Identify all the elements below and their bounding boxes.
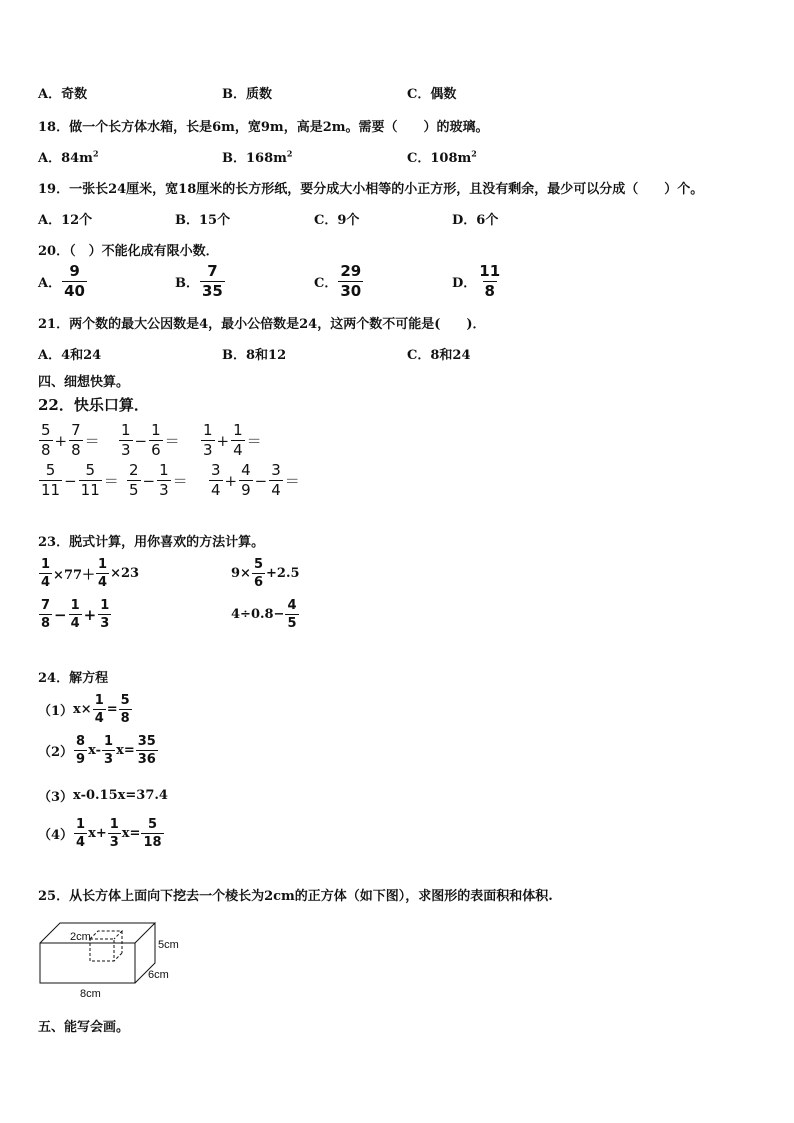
q20-stem: 20．（ ）不能化成有限小数． bbox=[38, 244, 219, 259]
q22-expr-6: $\frac{3}{4}$ + $\frac{4}{9}$ − $\frac{3}{4}$ ＝ bbox=[211, 461, 300, 499]
cube-hole bbox=[90, 931, 122, 961]
q18-option-c: C．$108m^2$ bbox=[407, 148, 477, 166]
cuboid-figure bbox=[30, 915, 200, 1005]
q24-part-2: （2） $\frac{8}{9}$ x- $\frac{1}{3}$ x= $\frac{35}{36}$ bbox=[38, 734, 156, 767]
q20-option-d: D． $\frac{11}{8}$ bbox=[452, 262, 501, 300]
q17-option-b: B．质数 bbox=[222, 87, 272, 102]
q22-expr-5: $\frac{2}{5}$ − $\frac{1}{3}$ ＝ bbox=[129, 461, 188, 499]
q19-option-b: B．15个 bbox=[175, 213, 231, 228]
q18-stem: 18．做一个长方体水箱，长是6m，宽9m，高是2m。需要（ ）的玻璃。 bbox=[38, 120, 489, 135]
q20-option-b: B． $\frac{7}{35}$ bbox=[175, 262, 223, 300]
q25-stem: 25．从长方体上面向下挖去一个棱长为2cm的正方体（如下图），求图形的表面积和体积. bbox=[38, 889, 553, 904]
q24-part-4: （4） $\frac{1}{4}$ x+ $\frac{1}{3}$ x= $\frac{5}{18}$ bbox=[38, 817, 162, 850]
q21-stem: 21．两个数的最大公因数是4，最小公倍数是24，这两个数不可能是( )． bbox=[38, 317, 486, 332]
q17-option-a: A．奇数 bbox=[38, 87, 88, 102]
q24-stem: 24．解方程 bbox=[38, 671, 109, 686]
q23-stem: 23．脱式计算，用你喜欢的方法计算。 bbox=[38, 535, 265, 550]
q21-option-b: B．8和12 bbox=[222, 348, 287, 363]
q20-option-c: C． $\frac{29}{30}$ bbox=[314, 262, 362, 300]
cuboid-top-face bbox=[40, 923, 155, 943]
q19-option-d: D．6个 bbox=[452, 213, 499, 228]
cuboid-front-face bbox=[40, 943, 135, 983]
section-4-heading: 四、细想快算。 bbox=[38, 375, 130, 390]
q22-expr-2: $\frac{1}{3}$ − $\frac{1}{6}$ ＝ bbox=[121, 421, 180, 459]
q23-expr-4: 4÷0.8− $\frac{4}{5}$ bbox=[231, 598, 297, 631]
section-5-heading: 五、能写会画。 bbox=[38, 1020, 130, 1035]
width-label: 6cm bbox=[148, 969, 169, 981]
cube-edge-label: 2cm bbox=[70, 931, 91, 943]
q19-stem: 19．一张长24厘米，宽18厘米的长方形纸，要分成大小相等的小正方形，且没有剩余，最少可以分成（ ）个。 bbox=[38, 182, 704, 197]
q24-part-3: （3） x-0.15x=37.4 bbox=[38, 788, 168, 805]
fraction: $\frac{9}{40}$ bbox=[64, 262, 85, 300]
q23-expr-2: 9× $\frac{5}{6}$ +2.5 bbox=[231, 557, 300, 590]
q23-expr-3: $\frac{7}{8}$ − $\frac{1}{4}$ + $\frac{1}{3}$ bbox=[41, 598, 110, 631]
length-label: 8cm bbox=[80, 988, 101, 1000]
fraction: $\frac{7}{35}$ bbox=[202, 262, 223, 300]
q18-option-b: B．$168m^2$ bbox=[222, 148, 293, 166]
q22-expr-4: $\frac{5}{11}$ − $\frac{5}{11}$ ＝ bbox=[41, 461, 119, 499]
height-label: 5cm bbox=[158, 939, 179, 951]
q22-expr-3: $\frac{1}{3}$ + $\frac{1}{4}$ ＝ bbox=[203, 421, 262, 459]
q20-option-a: A． $\frac{9}{40}$ bbox=[38, 262, 85, 300]
q21-option-a: A．4和24 bbox=[38, 348, 102, 363]
q17-option-c: C．偶数 bbox=[407, 87, 457, 102]
q21-option-c: C．8和24 bbox=[407, 348, 471, 363]
q19-option-a: A．12个 bbox=[38, 213, 93, 228]
q19-option-c: C．9个 bbox=[314, 213, 360, 228]
q24-part-1: （1） x× $\frac{1}{4}$ = $\frac{5}{8}$ bbox=[38, 693, 130, 726]
q18-option-a: A．$84m^2$ bbox=[38, 148, 99, 166]
fraction: $\frac{29}{30}$ bbox=[340, 262, 362, 300]
fraction: $\frac{11}{8}$ bbox=[479, 262, 501, 300]
q22-expr-1: $\frac{5}{8}$ + $\frac{7}{8}$ ＝ bbox=[41, 421, 100, 459]
q23-expr-1: $\frac{1}{4}$ ×77＋ $\frac{1}{4}$ ×23 bbox=[41, 557, 140, 590]
q22-stem: 22．快乐口算． bbox=[38, 396, 149, 414]
